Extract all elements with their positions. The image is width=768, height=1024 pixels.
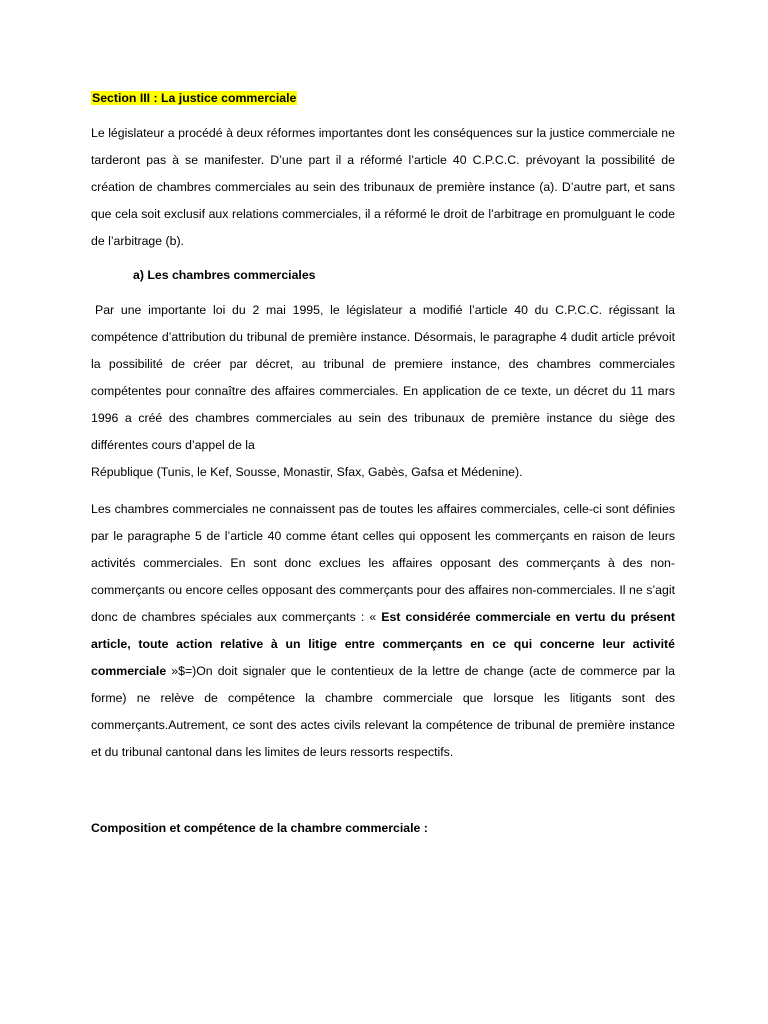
intro-paragraph: Le législateur a procédé à deux réformes importantes dont les conséquences sur la justice commerciale ne tarderont pas à se manifester. D’une part il a réformé l’article 40 C.P.C.C. prévoyant la possibilité de création de chambres commerciales au sein des tribunaux de première instance (a). D’autre part, et sans que cela soit exclusif aux relations commerciales, il a réformé le droit de l’arbitrage en promulguant le code de l’arbitrage (b). <box>91 126 675 248</box>
paragraph-chambres <box>91 496 675 766</box>
quoted-article-text: Est considérée commerciale en vertu du présent article, toute action relative à un litige entre commerçants en ce qui concerne leur activité commerciale <box>91 610 675 678</box>
paragraph-chambres-start: Les chambres commerciales ne connaissent pas de toutes les affaires commerciales, celle-ci sont définies par le paragraphe 5 de l’article 40 comme étant celles qui opposent les commerçants en raison de leurs activités commerciales. En sont donc exclues les affaires opposant des commerçants à des non-commerçants ou encore celles opposant des commerçants pour des affaires non-commerciales. Il ne s’agit donc de chambres spéciales aux commerçants : « <box>91 502 675 624</box>
vertical-spacer <box>91 776 675 818</box>
paragraph-loi-1995-text: Par une importante loi du 2 mai 1995, le législateur a modifié l’article 40 du C.P.C.C. régissant la compétence d’attribution du tribunal de première instance. Désormais, le paragraphe 4 dudit article prévoit la possibilité de créer par décret, au tribunal de premiere instance, des chambres commerciales compétentes pour connaître des affaires commerciales. En application de ce texte, un décret du 11 mars 1996 a créé des chambres commerciales au sein des tribunaux de première instance du siège des différentes cours d’appel de la <box>91 303 675 452</box>
section-title: Section III : La justice commerciale <box>92 91 297 105</box>
subsection-heading: a) Les chambres commerciales <box>133 268 316 282</box>
paragraph-republique: République (Tunis, le Kef, Sousse, Monastir, Sfax, Gabès, Gafsa et Médenine). <box>91 465 523 479</box>
section-heading <box>91 88 675 108</box>
document-page <box>91 88 675 850</box>
composition-heading: Composition et compétence de la chambre commerciale : <box>91 821 428 835</box>
paragraph-chambres-end: »$=)On doit signaler que le contentieux de la lettre de change (acte de commerce par la forme) ne relève de compétence la chambre commerciale que lorsque les litigants sont des commerçants.Autrement, ce sont des actes civils relevant la compétence de tribunal de première instance et du tribunal cantonal dans les limites de leurs ressorts respectifs. <box>91 664 675 759</box>
paragraph-loi-1995 <box>91 297 675 459</box>
